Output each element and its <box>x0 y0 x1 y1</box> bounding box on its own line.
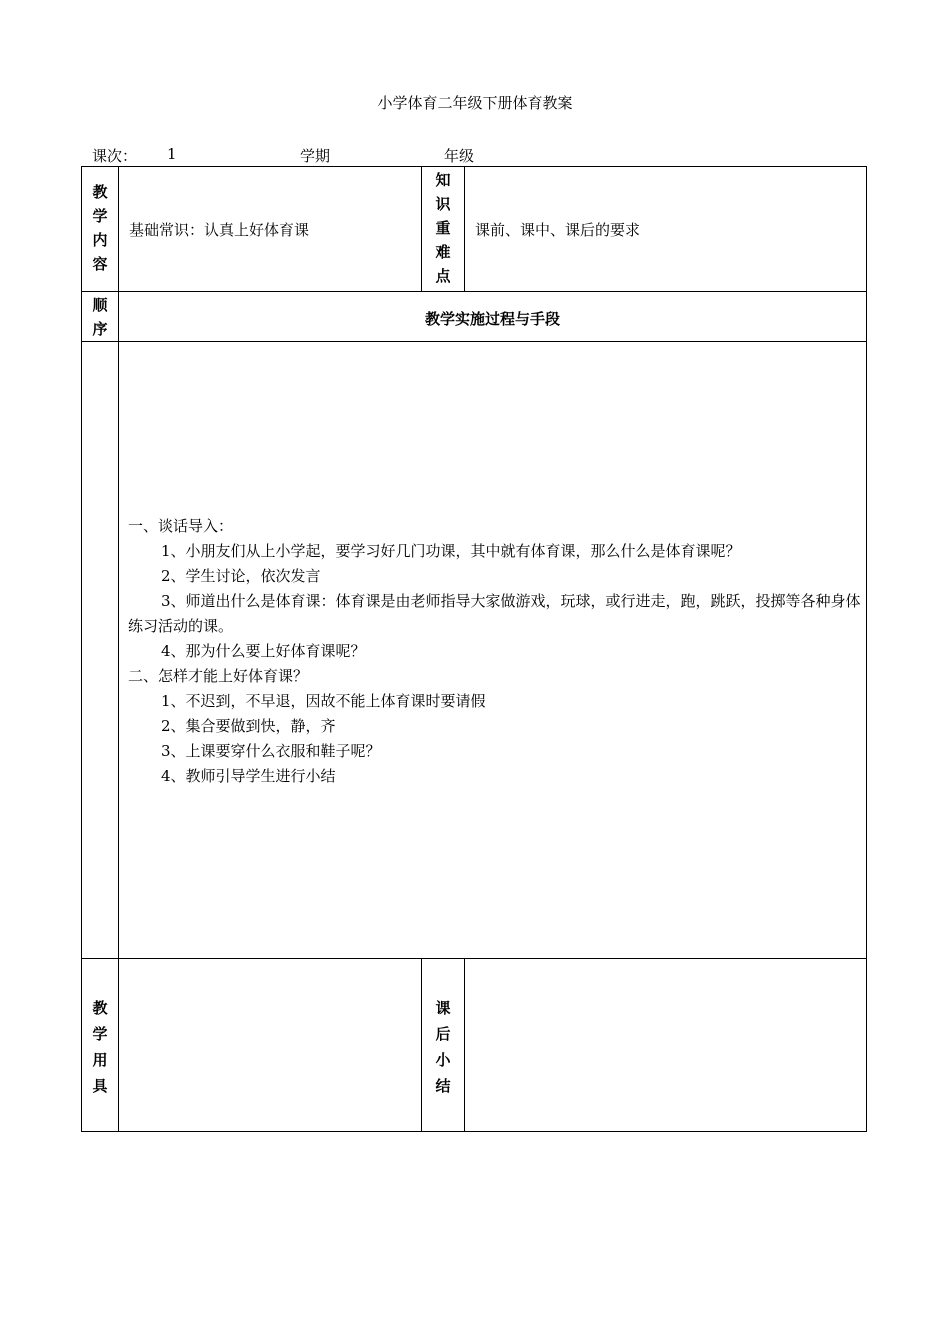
list-item: 1、小朋友们从上小学起，要学习好几门功课，其中就有体育课，那么什么是体育课呢？ <box>161 542 741 560</box>
list-item: 4、教师引导学生进行小结 <box>161 767 336 785</box>
lesson-value: 1 <box>167 145 177 163</box>
column-divider <box>421 958 422 1132</box>
list-item: 1、不迟到，不早退，因故不能上体育课时要请假 <box>161 692 486 710</box>
key-difficulty-text: 课前、课中、课后的要求 <box>475 221 641 239</box>
after-class-summary-label: 课 后 小 结 <box>435 999 451 1095</box>
row-divider <box>81 958 867 959</box>
column-divider <box>464 166 465 291</box>
list-item: 3、师道出什么是体育课：体育课是由老师指导大家做游戏，玩球，或行进走，跑，跳跃，投掷等各种身体练习活动的课。 <box>128 592 861 635</box>
list-item: 3、上课要穿什么衣服和鞋子呢？ <box>161 742 381 760</box>
section-heading: 二、怎样才能上好体育课？ <box>128 667 309 685</box>
lesson-label: 课次： <box>92 147 138 165</box>
list-item: 4、那为什么要上好体育课呢？ <box>161 642 366 660</box>
process-heading: 教学实施过程与手段 <box>424 310 560 328</box>
column-divider <box>421 166 422 291</box>
process-content <box>128 514 863 789</box>
list-item: 2、集合要做到快，静，齐 <box>161 717 336 735</box>
teaching-content-label: 教 学 内 容 <box>92 183 108 273</box>
teaching-content-text: 基础常识：认真上好体育课 <box>129 221 310 239</box>
key-difficulty-label: 知 识 重 难 点 <box>435 171 451 285</box>
list-item: 2、学生讨论，依次发言 <box>161 567 321 585</box>
row-divider <box>81 341 867 342</box>
column-divider <box>464 958 465 1132</box>
teaching-tools-label: 教 学 用 具 <box>92 999 108 1095</box>
row-divider <box>81 291 867 292</box>
grade-label: 年级 <box>444 147 475 165</box>
section-heading: 一、谈话导入： <box>128 517 234 535</box>
order-label: 顺 序 <box>92 296 108 338</box>
page-title: 小学体育二年级下册体育教案 <box>377 94 573 112</box>
term-label: 学期 <box>300 147 331 165</box>
